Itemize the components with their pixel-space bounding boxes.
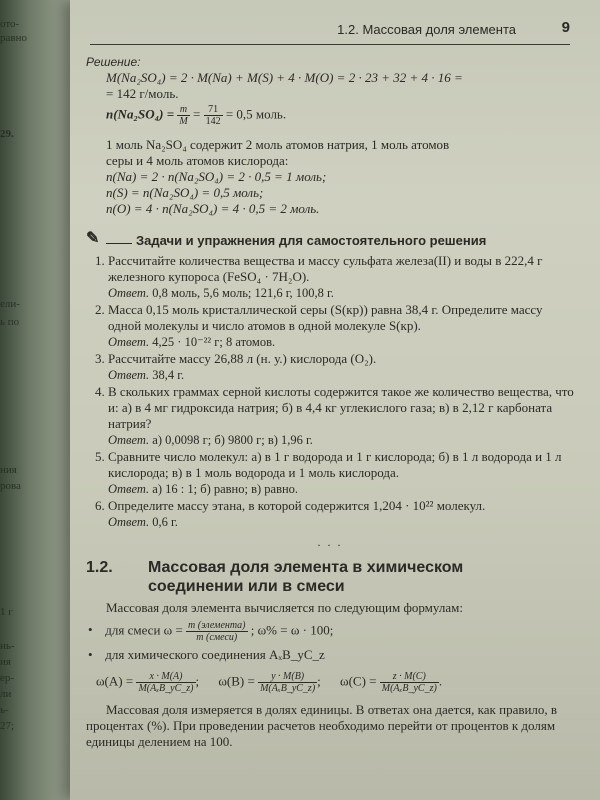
prev-page-fragment: ь по (0, 316, 20, 328)
bullet-icon: • (88, 647, 93, 662)
task-item (108, 449, 574, 497)
task-text: 4. В скольких граммах серной кислоты содержится такое же количество вещества, что и: а) в 4 мг гидроксида натрия; б) в 4,4 кг углекислого газа; в) в 2,12 г карбоната натрия? (108, 384, 574, 431)
formula-lhs: ω(C) = (340, 673, 377, 689)
molar-mass-result: = 142 г/моль. (106, 86, 179, 101)
section-title-line: Массовая доля элемента в химическом (148, 559, 464, 576)
running-head-section: 1.2. Массовая доля элемента (337, 22, 516, 37)
bullet-icon: • (88, 622, 93, 638)
prev-page-fragment: ли (0, 688, 12, 700)
answer-value: а) 16 : 1; б) равно; в) равно. (152, 482, 299, 496)
task-answer (108, 514, 574, 530)
formula-fraction (258, 671, 317, 694)
task-text: 1. Рассчитайте количества вещества и массу сульфата железа(II) и воды в 222,4 г железного купороса (FeSO₄ · 7H₂O). (108, 253, 543, 284)
header-rule (106, 243, 132, 244)
formula-wC: ω(C) = $\frac{z \cdot M(C)}{\text{M(AₓB\_yC\_z)}}$ . (340, 671, 443, 694)
compound-label: для химического соединения AₓB_yC_z (105, 647, 325, 662)
previous-page-edge (0, 0, 72, 800)
task-text: 5. Сравните число молекул: а) в 1 г водорода и 1 г кислорода; б) в 1 л водорода и 1 л кислорода; в) в 1 моль водорода и 1 моль кислорода. (108, 449, 562, 480)
fraction-numerator: 71 (204, 104, 223, 116)
fraction-numerator: z · M(C) (380, 671, 439, 683)
fraction-denominator: m (смеси) (196, 632, 238, 643)
mixture-tail: ; ω% = ω · 100; (250, 622, 334, 638)
answer-value: 0,6 г. (152, 515, 178, 529)
closing-paragraph: Массовая доля измеряется в долях единицы. В ответах она дается, как правило, в процентах (%). При проведении расчетов необходимо перейти от процентов к долям единицы делением на 100. (86, 702, 558, 749)
formula-mixture (88, 620, 574, 643)
task-answer (108, 334, 574, 350)
answer-label: Ответ. (108, 433, 150, 447)
task-item (108, 351, 574, 383)
sodium-amount-line: n(Na) = 2 · n(Na₂SO₄) = 2 · 0,5 = 1 моль; (106, 169, 327, 184)
oxygen-amount-line: n(O) = 4 · n(Na₂SO₄) = 4 · 0,5 = 2 моль. (106, 201, 320, 216)
tasks-header-title: Задачи и упражнения для самостоятельного решения (136, 233, 487, 248)
fraction-numerator: y · M(B) (258, 671, 317, 683)
answer-value: 0,8 моль, 5,6 моль; 121,6 г, 100,8 г. (152, 286, 334, 300)
task-answer (108, 481, 574, 497)
answer-value: а) 0,0098 г; б) 9800 г; в) 1,96 г. (152, 433, 313, 447)
amount-equation: n(Na₂SO₄) = $\frac{m}{M}$ = $\frac{71}{142}$ = 0,5 моль. (106, 104, 287, 127)
prev-page-fragment: ния (0, 464, 17, 476)
pencil-icon: ✎ (86, 230, 100, 247)
prev-page-fragment: ер- (0, 672, 15, 684)
prev-page-fragment: ь- (0, 704, 9, 716)
formula-list (86, 620, 574, 663)
ornament-dots: . . . (317, 535, 343, 549)
task-answer (108, 432, 574, 448)
formula-compound (88, 647, 574, 663)
mixture-label: для смеси ω = (105, 622, 183, 638)
running-header (90, 14, 570, 45)
prev-page-fragment: равно (0, 32, 27, 44)
task-answer (108, 367, 574, 383)
book-page (70, 0, 600, 800)
answer-label: Ответ. (108, 286, 150, 300)
formula-fraction (380, 671, 439, 694)
prev-page-fragment: 1 г (0, 606, 13, 618)
task-text: 6. Определите массу этана, в которой содержится 1,204 · 10²² молекул. (108, 498, 486, 513)
task-text: 3. Рассчитайте массу 26,88 л (н. у.) кислорода (O₂). (108, 351, 377, 366)
fraction-numerator: m (177, 104, 189, 116)
section-heading (86, 556, 574, 596)
prev-page-fragment: ото- (0, 18, 20, 30)
fraction-71-over-142 (204, 104, 223, 127)
formula-wB: ω(B) = $\frac{y \cdot M(B)}{\text{M(AₓB\_yC\_z)}}$ ; (218, 671, 321, 694)
tasks-list (86, 253, 574, 530)
fraction-denominator: M(AₓB_yC_z) (381, 683, 437, 694)
prev-page-fragment: 29. (0, 128, 14, 140)
task-item (108, 498, 574, 530)
task-item (108, 302, 574, 350)
prev-page-fragment: рова (0, 480, 21, 492)
tasks-header (86, 229, 574, 251)
section-title-line: соединении или в смеси (148, 578, 345, 595)
fraction-denominator: M(AₓB_yC_z) (138, 683, 194, 694)
task-item (108, 253, 574, 301)
fraction-denominator: 142 (205, 116, 221, 127)
section-intro: Массовая доля элемента вычисляется по следующим формулам: (106, 600, 463, 615)
solution-paragraph-line: серы и 4 моль атомов кислорода: (106, 153, 289, 168)
mass-fraction-formulas (96, 671, 574, 694)
mixture-fraction (186, 620, 247, 643)
page-number: 9 (561, 19, 570, 36)
prev-page-fragment: ели- (0, 298, 20, 310)
task-item (108, 384, 574, 448)
task-text: 2. Масса 0,15 моль кристаллической серы (S(кр)) равна 38,4 г. Определите массу одной молекулы и число атомов в одной молекуле S(кр). (108, 302, 543, 333)
answer-value: 4,25 · 10⁻²² г; 8 атомов. (152, 335, 276, 349)
fraction-denominator: M(AₓB_yC_z) (260, 683, 316, 694)
formula-fraction (136, 671, 195, 694)
fraction-denominator: M (179, 116, 188, 127)
formula-wA: ω(A) = $\frac{x \cdot M(A)}{\text{M(AₓB\_yC\_z)}}$ ; (96, 671, 200, 694)
fraction-m-over-M (177, 104, 189, 127)
answer-value: 38,4 г. (152, 368, 185, 382)
fraction-numerator: x · M(A) (136, 671, 195, 683)
page-content (86, 54, 574, 750)
task-answer (108, 285, 574, 301)
answer-label: Ответ. (108, 368, 150, 382)
answer-label: Ответ. (108, 515, 150, 529)
solution-label: Решение: (86, 55, 141, 69)
formula-lhs: ω(B) = (218, 673, 255, 689)
section-title (148, 558, 463, 596)
section-number: 1.2. (86, 559, 113, 576)
formula-lhs: ω(A) = (96, 673, 134, 689)
prev-page-fragment: нь- (0, 640, 15, 652)
amount-lhs: n(Na₂SO₄) = (106, 106, 175, 122)
solution-paragraph-line: 1 моль Na₂SO₄ содержит 2 моль атомов натрия, 1 моль атомов (106, 137, 450, 152)
prev-page-fragment: 27; (0, 720, 15, 732)
answer-label: Ответ. (108, 482, 150, 496)
fraction-numerator: m (элемента) (188, 620, 246, 631)
sulfur-amount-line: n(S) = n(Na₂SO₄) = 0,5 моль; (106, 185, 264, 200)
prev-page-fragment: ия (0, 656, 11, 668)
amount-rhs: = 0,5 моль. (225, 106, 287, 122)
molar-mass-line: M(Na₂SO₄) = 2 · M(Na) + M(S) + 4 · M(O) = 2 · 23 + 32 + 4 · 16 = (106, 70, 463, 85)
answer-label: Ответ. (108, 335, 150, 349)
